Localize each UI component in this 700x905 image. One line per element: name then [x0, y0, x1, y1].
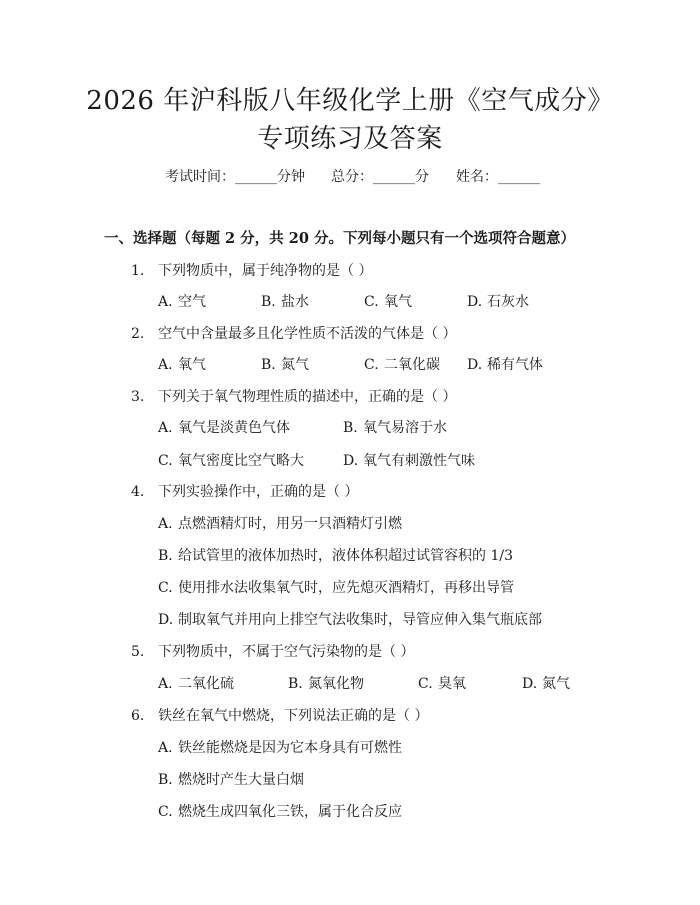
question-text: 下列实验操作中，正确的是（ ） [158, 484, 359, 500]
question-3-option-d: D. 氧气有刺激性气味 [343, 453, 475, 469]
question-text: 下列关于氧气物理性质的描述中，正确的是（ ） [158, 389, 457, 405]
question-2-option-b: B. 氮气 [261, 357, 309, 373]
question-5-option-d: D. 氮气 [522, 676, 570, 692]
document-title-line-1: 2026 年沪科版八年级化学上册《空气成分》 [86, 86, 614, 116]
question-5-option-c: C. 臭氧 [418, 676, 466, 692]
student-name-field: 姓名：______ [456, 169, 540, 185]
question-5 [131, 642, 414, 662]
question-3 [131, 387, 456, 407]
question-1-option-a: A. 空气 [158, 294, 206, 310]
question-6 [131, 706, 428, 726]
question-4-option-a: A. 点燃酒精灯时，用另一只酒精灯引燃 [158, 516, 402, 532]
question-3-option-b: B. 氧气易溶于水 [343, 420, 447, 436]
question-3-option-c: C. 氧气密度比空气略大 [158, 453, 304, 469]
question-4-option-b: B. 给试管里的液体加热时，液体体积超过试管容积的 1/3 [158, 548, 513, 564]
exam-time-field: 考试时间：______分钟 [165, 169, 305, 185]
question-4 [131, 482, 358, 502]
question-text: 下列物质中，不属于空气污染物的是（ ） [158, 644, 415, 660]
question-number: 1. [131, 263, 145, 279]
section-1-header: 一、选择题（每题 2 分，共 20 分。下列每小题只有一个选项符合题意） [104, 230, 575, 247]
question-number: 3. [131, 389, 145, 405]
question-1-option-c: C. 氧气 [364, 294, 412, 310]
question-4-option-c: C. 使用排水法收集氧气时，应先熄灭酒精灯，再移出导管 [158, 580, 514, 596]
question-number: 5. [131, 644, 145, 660]
question-2-option-c: C. 二氧化碳 [364, 357, 440, 373]
question-1-option-b: B. 盐水 [261, 294, 309, 310]
question-5-option-b: B. 氮氧化物 [288, 676, 364, 692]
question-5-option-a: A. 二氧化硫 [158, 676, 234, 692]
question-6-option-c: C. 燃烧生成四氧化三铁，属于化合反应 [158, 804, 402, 820]
question-text: 下列物质中，属于纯净物的是（ ） [158, 263, 373, 279]
question-text: 铁丝在氧气中燃烧，下列说法正确的是（ ） [158, 708, 429, 724]
question-1-option-d: D. 石灰水 [467, 294, 529, 310]
question-6-option-a: A. 铁丝能燃烧是因为它本身具有可燃性 [158, 740, 402, 756]
total-score-field: 总分：______分 [331, 169, 429, 185]
question-2-option-a: A. 氧气 [158, 357, 206, 373]
question-6-option-b: B. 燃烧时产生大量白烟 [158, 772, 304, 788]
question-text: 空气中含量最多且化学性质不活泼的气体是（ ） [158, 326, 457, 342]
question-1 [131, 261, 372, 281]
document-title-line-2: 专项练习及答案 [257, 124, 443, 154]
question-4-option-d: D. 制取氧气并用向上排空气法收集时，导管应伸入集气瓶底部 [158, 612, 542, 628]
question-2 [131, 324, 456, 344]
question-number: 4. [131, 484, 145, 500]
question-number: 2. [131, 326, 145, 342]
question-number: 6. [131, 708, 145, 724]
question-3-option-a: A. 氧气是淡黄色气体 [158, 420, 290, 436]
question-2-option-d: D. 稀有气体 [467, 357, 543, 373]
